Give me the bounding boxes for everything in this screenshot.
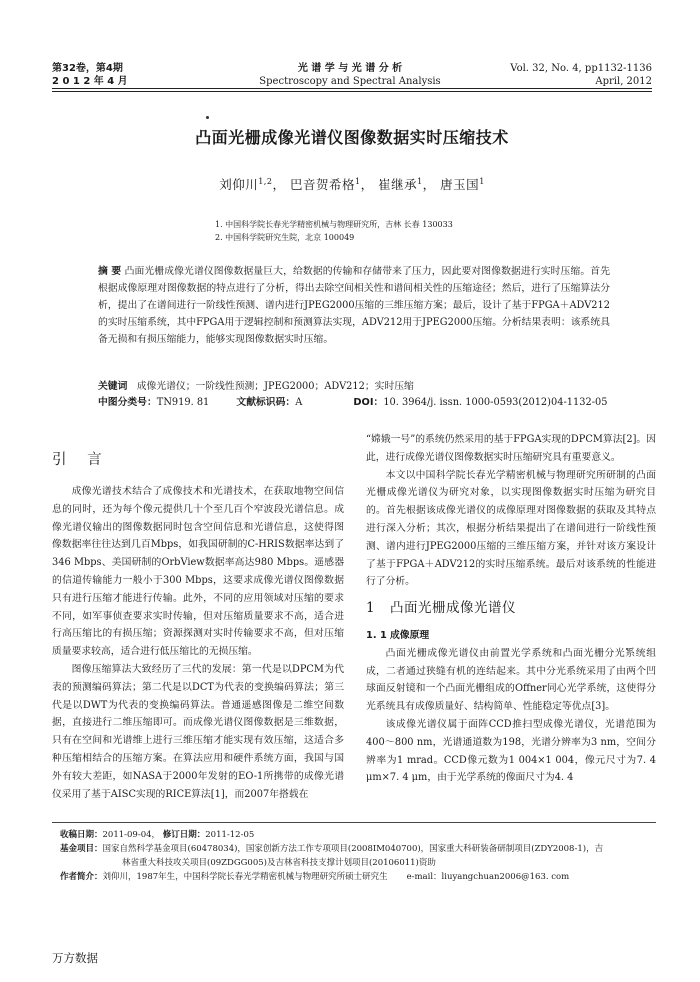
author-separator: ， bbox=[272, 177, 286, 192]
affiliations bbox=[215, 218, 635, 244]
paper-title: 凸面光栅成像光谱仪图像数据实时压缩技术 bbox=[195, 128, 509, 147]
keywords-label: 关键词 bbox=[98, 381, 128, 392]
body-paragraph: 本文以中国科学院长春光学精密机械与物理研究所研制的凸面光栅成像光谱仪为研究对象，以实现图像数据实时压缩为研究目的。首先根据该成像光谱仪的成像原理对图像数据的获取及其特点进行深入分析；其次，根据分析结果提出了在谱间进行一阶线性预测、谱内进行JPEG2000压缩的三维压缩方案，并针对该方案设计了基于FPGA＋ADV212的实时压缩系统。最后对该系统的性能进行了分析。 bbox=[366, 469, 656, 588]
author-name: 刘仰川 bbox=[219, 177, 259, 192]
header-rule-thin bbox=[52, 91, 652, 92]
received-dates bbox=[60, 828, 660, 842]
fund-line bbox=[60, 842, 660, 856]
left-column bbox=[52, 483, 344, 803]
source-watermark: 万方数据 bbox=[52, 951, 98, 965]
received-date: 2011-09-04， bbox=[102, 830, 161, 840]
clc-value: TN919. 81 bbox=[156, 397, 210, 408]
author-name: 唐玉国 bbox=[440, 177, 480, 192]
volume-pages-en: Vol. 32, No. 4, pp1132-1136 bbox=[510, 63, 652, 74]
author-separator: ， bbox=[360, 177, 374, 192]
revised-label: 修订日期： bbox=[162, 830, 206, 840]
doc-code-value: A bbox=[295, 397, 303, 408]
clc-label: 中图分类号： bbox=[98, 397, 157, 408]
header-rule bbox=[52, 88, 652, 89]
body-paragraph: 成像光谱技术结合了成像技术和光谱技术，在获取地物空间信息的同时，还为每个像元提供几十个至几百个窄波段光谱信息。成像光谱仪输出的图像数据同时包含空间信息和光谱信息，这使得图像数据率往往达到几百Mbps，如我国研制的C-HRIS数据率达到了346 Mbps、美国研制的OrbView数据率高达980 Mbps。遥感器的信道传输能力一般小于300 Mbps，这要求成像光谱仪图像数据只有进行压缩才能进行传输。此外，不同的应用领域对压缩的要求不同，如军事侦查要求实时传输，但对压缩质量要求不高，适合进行高压缩比的有损压缩；资源探测对实时传输要求不高，但对压缩质量要求较高，适合进行低压缩比的无损压缩。 bbox=[52, 486, 344, 658]
body-paragraph-continued: “嫦娥一号”的系统仍然采用的基于FPGA实现的DPCM算法[2]。因此，进行成像光谱仪图像数据实时压缩研究具有重要意义。 bbox=[366, 434, 656, 463]
subsection-number: 1. 1 bbox=[366, 629, 387, 641]
author-name: 巴音贺希格 bbox=[289, 177, 355, 192]
keywords bbox=[98, 379, 638, 394]
fund-line-continued: 林省重大科技攻关项目(09ZDGG005)及吉林省科技支撑计划项目(20106011)资助 bbox=[122, 858, 436, 868]
author-bio-label: 作者简介： bbox=[60, 872, 103, 882]
classification-line bbox=[98, 395, 658, 410]
abstract-label: 摘 要 bbox=[98, 266, 122, 277]
author-name: 崔继承 bbox=[378, 177, 418, 192]
abstract bbox=[98, 263, 610, 348]
subsection-heading bbox=[366, 627, 656, 645]
body-paragraph: 该成像光谱仪属于面阵CCD推扫型成像光谱仪，光谱范围为400～800 nm，光谱通道数为198，光谱分辨率为3 nm，空间分辨率为1 mrad。CCD像元数为1 004×1 004，像元尺寸为7. 4 μm×7. 4 μm，由于光学系统的像面尺寸为4. 4 bbox=[366, 718, 656, 784]
journal-name bbox=[230, 62, 470, 88]
abstract-text: 凸面光栅成像光谱仪图像数据量巨大，给数据的传输和存储带来了压力，因此要对图像数据进行实时压缩。首先根据成像原理对图像数据的特点进行了分析，得出去除空间相关性和谱间相关性的压缩途径；然后，进行了压缩算法分析，提出了在谱间进行一阶线性预测、谱内进行JPEG2000压缩的三维压缩方案；最后，设计了基于FPGA＋ADV212的实时压缩系统，其中FPGA用于逻辑控制和预测算法实现，ADV212用于JPEG2000压缩。分析结果表明：该系统具备无损和有损压缩能力，能够实现图像数据实时压缩。 bbox=[98, 266, 610, 345]
journal-name-cn: 光 谱 学 与 光 谱 分 析 bbox=[297, 63, 403, 74]
subsection-title: 成像原理 bbox=[390, 629, 430, 641]
intro-heading: 引 言 bbox=[52, 452, 110, 468]
section-heading bbox=[366, 600, 656, 618]
author-affiliation-mark: 1 bbox=[479, 176, 485, 186]
keywords-text: 成像光谱仪；一阶线性预测；JPEG2000；ADV212；实时压缩 bbox=[136, 381, 414, 392]
author-separator: ， bbox=[422, 177, 436, 192]
journal-volume-issue bbox=[52, 62, 212, 88]
author-bio bbox=[60, 870, 660, 884]
footnotes bbox=[60, 828, 660, 884]
fund-label: 基金项目： bbox=[60, 844, 103, 854]
journal-volume-en bbox=[492, 62, 652, 88]
author-affiliation-mark: 1,2 bbox=[258, 176, 273, 186]
doi-value: 10. 3964/j. issn. 1000-0593(2012)04-1132-05 bbox=[383, 397, 608, 408]
volume-issue-cn: 第32卷，第4期 bbox=[52, 63, 123, 74]
fund-text: 国家自然科学基金项目(60478034)，国家创新方法工作专项项目(2008IM040700)，国家重大科研装备研制项目(ZDY2008-1)，吉 bbox=[102, 844, 604, 854]
date-cn: 2 0 1 2 年 4 月 bbox=[52, 76, 128, 87]
affiliation-line: 1. 中国科学院长春光学精密机械与物理研究所，吉林 长春 130033 bbox=[215, 220, 453, 229]
journal-name-en: Spectroscopy and Spectral Analysis bbox=[259, 76, 441, 87]
affiliation-line: 2. 中国科学院研究生院，北京 100049 bbox=[215, 233, 355, 242]
author-email: e-mail：liuyangchuan2006@163. com bbox=[406, 872, 570, 882]
doc-code-label: 文献标识码： bbox=[236, 397, 296, 408]
author-affiliation-mark: 1 bbox=[417, 176, 423, 186]
section-number: 1 bbox=[366, 600, 376, 617]
author-list bbox=[52, 175, 652, 193]
author-affiliation-mark: 1 bbox=[354, 176, 361, 186]
author-bio-text: 刘仰川，1987年生，中国科学院长春光学精密机械与物理研究所硕士研究生 bbox=[102, 872, 388, 882]
body-paragraph: 凸面光栅成像光谱仪由前置光学系统和凸面光栅分光系统组成，二者通过狭缝有机的连结起来。其中分光系统采用了由两个凹球面反射镜和一个凸面光栅组成的Offner同心光学系统，这使得分光系统具有成像质量好、结构简单、性能稳定等优点[3]。 bbox=[366, 647, 656, 713]
scan-speck bbox=[206, 116, 209, 119]
footnote-rule bbox=[52, 822, 656, 823]
section-title: 凸面光栅成像光谱仪 bbox=[390, 600, 516, 617]
received-label: 收稿日期： bbox=[60, 830, 103, 840]
revised-date: 2011-12-05 bbox=[205, 830, 255, 840]
body-paragraph: 图像压缩算法大致经历了三代的发展：第一代是以DPCM为代表的预测编码算法；第二代是以DCT为代表的变换编码算法；第三代是以DWT为代表的变换编码算法。普通遥感图像是二维空间数据，直接进行二维压缩即可。而成像光谱仪图像数据是三维数据，只有在空间和光谱维上进行三维压缩才能实现有效压缩，这适合多种压缩相结合的压缩方案。在算法应用和硬件系统方面，我国与国外有较大差距，如NASA于2000年发射的EO-1所携带的成像光谱仪采用了基于AISC实现的RICE算法[1]，而2007年搭载在 bbox=[52, 663, 344, 800]
doi-label: DOI： bbox=[353, 397, 384, 408]
date-en: April, 2012 bbox=[595, 76, 652, 87]
right-column bbox=[366, 431, 656, 787]
